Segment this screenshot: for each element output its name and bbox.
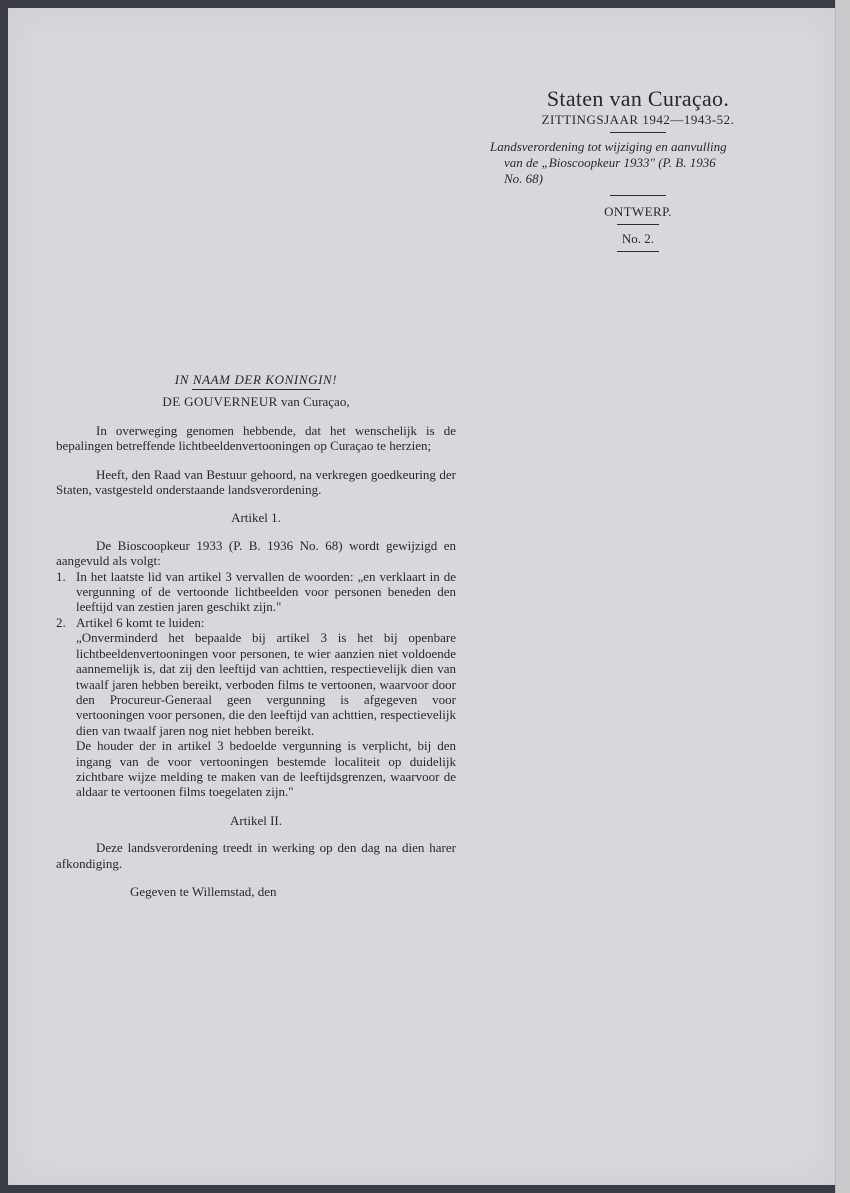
document-page <box>8 8 836 1185</box>
governor-place: van Curaçao, <box>277 394 350 410</box>
article-2-title: Artikel II. <box>230 812 282 828</box>
draft-label: ONTWERP. <box>604 204 672 219</box>
header-divider <box>610 132 666 133</box>
heading-divider <box>192 389 320 390</box>
list-lead: Artikel 6 komt te luiden: <box>76 614 205 630</box>
article-2-text: Deze landsverordening treedt in werking op den dag na dien harer afkondiging. <box>56 840 456 871</box>
ordinance-body <box>56 372 456 899</box>
subject-line: No. 68) <box>504 171 543 186</box>
page-edge <box>835 0 850 1193</box>
list-number: 1. <box>56 568 66 584</box>
article-1-title: Artikel 1. <box>231 510 281 526</box>
enactment-paragraph: Heeft, den Raad van Bestuur gehoord, na verkregen goedkeuring der Staten, vastgesteld onderstaande landsverordening. <box>56 466 456 498</box>
header-divider <box>617 251 659 252</box>
governor-title: DE GOUVERNEUR <box>162 394 278 410</box>
list-text <box>76 615 456 800</box>
amendment-list <box>56 569 456 800</box>
article-1-intro: De Bioscoopkeur 1933 (P. B. 1936 No. 68) wordt gewijzigd en aangevuld als volgt: <box>56 537 456 569</box>
closing-given: Gegeven te Willemstad, den <box>130 883 277 899</box>
quoted-text: „Onverminderd het bepaalde bij artikel 3 is het bij openbare lichtbeeldenvertooningen voor personen, te wier aanzien niet voldoende aannemelijk is, dat zij den leeftijd van achttien, respectievelijk dien van twaalf jaren hebben bereikt, verboden films te vertoonen, waarvoor door den Procureur-Generaal geen vergunning is afgegeven voor vertooningen voor personen, die den leeftijd van achttien, respectievelijk dien van twaalf jaren nog niet hebben bereikt. <box>76 630 456 738</box>
royal-heading: IN NAAM DER KONINGIN! <box>174 372 338 387</box>
header-divider <box>617 224 659 225</box>
document-number: No. 2. <box>621 231 655 246</box>
list-text: In het laatste lid van artikel 3 vervallen de woorden: „en verklaart in de vergunning of de vertoonde lichtbeelden voor personen beneden den leeftijd van zestien jaren geschikt zijn." <box>76 568 456 615</box>
quoted-text: De houder der in artikel 3 bedoelde vergunning is verplicht, bij den ingang van de voor vertooningen bestemde localiteit op duidelijk zichtbare wijze melding te maken van de leeftijdsgrenzen, waarvoor de aldaar te vertoonen films toegelaten zijn." <box>76 738 456 800</box>
subject-line: van de „Bioscoopkeur 1933" (P. B. 1936 <box>504 155 716 170</box>
document-header <box>478 86 798 256</box>
header-title: Staten van Curaçao. <box>546 86 730 111</box>
list-item <box>56 615 456 800</box>
header-divider <box>610 195 666 196</box>
list-item <box>56 569 456 615</box>
ordinance-subject <box>490 139 790 187</box>
governor-heading <box>56 394 456 409</box>
session-year: ZITTINGSJAAR 1942—1943-52. <box>541 112 735 127</box>
subject-line: Landsverordening tot wijziging en aanvulling <box>490 139 727 154</box>
list-number: 2. <box>56 614 66 630</box>
consideration-paragraph: In overweging genomen hebbende, dat het wenschelijk is de bepalingen betreffende lichtbeeldenvertooningen op Curaçao te herzien; <box>56 422 456 454</box>
